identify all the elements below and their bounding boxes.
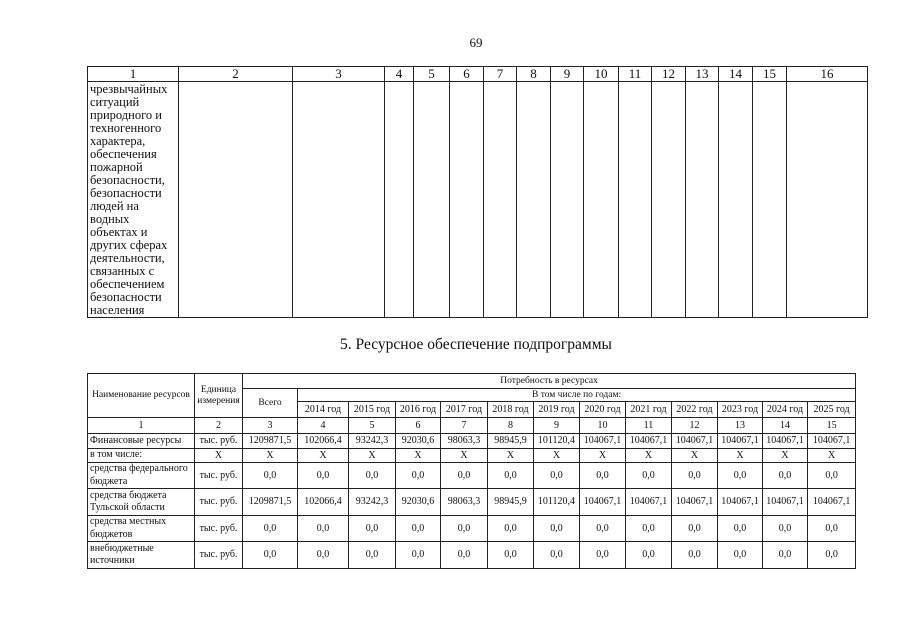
column-number-cell: 16 bbox=[787, 67, 868, 82]
year-value-cell: X bbox=[534, 449, 580, 463]
year-header-cell: 2015 год bbox=[349, 402, 396, 418]
year-value-cell: 0,0 bbox=[672, 463, 718, 489]
total-cell: X bbox=[243, 449, 298, 463]
column-number-cell: 7 bbox=[484, 67, 517, 82]
column-number-cell: 14 bbox=[719, 67, 753, 82]
column-number-cell: 9 bbox=[534, 418, 580, 434]
year-value-cell: 98063,3 bbox=[441, 489, 488, 516]
table-row bbox=[88, 463, 856, 489]
total-cell: 1209871,5 bbox=[243, 434, 298, 449]
table-row bbox=[88, 542, 856, 569]
year-value-cell: 0,0 bbox=[534, 542, 580, 569]
resource-name-cell: внебюджетные источники bbox=[88, 542, 195, 569]
column-number-cell: 11 bbox=[626, 418, 672, 434]
column-number-cell: 12 bbox=[672, 418, 718, 434]
year-value-cell: 104067,1 bbox=[808, 434, 856, 449]
empty-cell bbox=[787, 82, 868, 318]
column-number-cell: 8 bbox=[488, 418, 534, 434]
year-value-cell: 0,0 bbox=[396, 463, 441, 489]
year-value-cell: 102066,4 bbox=[298, 489, 349, 516]
year-value-cell: 0,0 bbox=[488, 463, 534, 489]
column-number-cell: 3 bbox=[243, 418, 298, 434]
table-row bbox=[88, 489, 856, 516]
resource-name-cell: Финансовые ресурсы bbox=[88, 434, 195, 449]
empty-cell bbox=[385, 82, 414, 318]
empty-cell bbox=[619, 82, 652, 318]
year-value-cell: 0,0 bbox=[441, 516, 488, 542]
empty-cell bbox=[179, 82, 293, 318]
empty-cell bbox=[517, 82, 551, 318]
year-value-cell: 0,0 bbox=[626, 516, 672, 542]
year-value-cell: 102066,4 bbox=[298, 434, 349, 449]
empty-cell bbox=[753, 82, 787, 318]
column-number-cell: 13 bbox=[718, 418, 763, 434]
column-number-cell: 15 bbox=[753, 67, 787, 82]
year-value-cell: 0,0 bbox=[626, 542, 672, 569]
year-value-cell: 104067,1 bbox=[763, 489, 808, 516]
year-value-cell: 101120,4 bbox=[534, 489, 580, 516]
year-value-cell: 0,0 bbox=[580, 463, 626, 489]
unit-cell: тыс. руб. bbox=[195, 463, 243, 489]
year-value-cell: 0,0 bbox=[808, 542, 856, 569]
year-value-cell: 0,0 bbox=[808, 516, 856, 542]
empty-cell bbox=[484, 82, 517, 318]
resource-name-header: Наименование ресурсов bbox=[88, 374, 195, 418]
column-number-cell: 9 bbox=[551, 67, 584, 82]
year-value-cell: X bbox=[763, 449, 808, 463]
year-header-cell: 2022 год bbox=[672, 402, 718, 418]
year-value-cell: 101120,4 bbox=[534, 434, 580, 449]
year-header-cell: 2025 год bbox=[808, 402, 856, 418]
year-value-cell: 92030,6 bbox=[396, 434, 441, 449]
unit-cell: тыс. руб. bbox=[195, 489, 243, 516]
year-value-cell: X bbox=[488, 449, 534, 463]
table-row bbox=[88, 434, 856, 449]
column-number-cell: 12 bbox=[652, 67, 686, 82]
row-description-cell: чрезвычайных ситуаций природного и техногенного характера, обеспечения пожарной безопасности, безопасности людей на водных объектах и других сферах деятельности, связанных с обеспечением безопасности населения bbox=[88, 82, 179, 318]
column-number-cell: 11 bbox=[619, 67, 652, 82]
year-value-cell: X bbox=[718, 449, 763, 463]
total-cell: 0,0 bbox=[243, 516, 298, 542]
year-header-cell: 2023 год bbox=[718, 402, 763, 418]
year-header-cell: 2018 год bbox=[488, 402, 534, 418]
year-value-cell: 0,0 bbox=[718, 516, 763, 542]
column-number-cell: 1 bbox=[88, 418, 195, 434]
year-header-cell: 2020 год bbox=[580, 402, 626, 418]
year-value-cell: 98063,3 bbox=[441, 434, 488, 449]
resource-name-cell: в том числе: bbox=[88, 449, 195, 463]
year-value-cell: 0,0 bbox=[763, 463, 808, 489]
column-number-cell: 3 bbox=[293, 67, 385, 82]
year-value-cell: 92030,6 bbox=[396, 489, 441, 516]
unit-cell: тыс. руб. bbox=[195, 516, 243, 542]
year-value-cell: X bbox=[672, 449, 718, 463]
page-number: 69 bbox=[469, 35, 483, 50]
year-header-cell: 2017 год bbox=[441, 402, 488, 418]
year-value-cell: X bbox=[396, 449, 441, 463]
year-value-cell: 0,0 bbox=[441, 463, 488, 489]
resource-name-cell: средства федерального бюджета bbox=[88, 463, 195, 489]
year-value-cell: 104067,1 bbox=[672, 434, 718, 449]
column-number-cell: 5 bbox=[349, 418, 396, 434]
year-value-cell: 0,0 bbox=[298, 542, 349, 569]
year-value-cell: 93242,3 bbox=[349, 434, 396, 449]
year-value-cell: 0,0 bbox=[349, 516, 396, 542]
year-value-cell: 0,0 bbox=[349, 463, 396, 489]
year-value-cell: 104067,1 bbox=[808, 489, 856, 516]
year-value-cell: 104067,1 bbox=[763, 434, 808, 449]
year-value-cell: 0,0 bbox=[763, 516, 808, 542]
table-row bbox=[88, 449, 856, 463]
year-value-cell: 104067,1 bbox=[672, 489, 718, 516]
year-value-cell: 0,0 bbox=[488, 542, 534, 569]
unit-cell: тыс. руб. bbox=[195, 434, 243, 449]
year-value-cell: 0,0 bbox=[626, 463, 672, 489]
resource-name-cell: средства бюджета Тульской области bbox=[88, 489, 195, 516]
column-number-cell: 6 bbox=[450, 67, 484, 82]
year-header-cell: 2014 год bbox=[298, 402, 349, 418]
year-value-cell: 0,0 bbox=[718, 542, 763, 569]
empty-cell bbox=[686, 82, 719, 318]
year-value-cell: 0,0 bbox=[580, 542, 626, 569]
empty-cell bbox=[584, 82, 619, 318]
year-value-cell: 104067,1 bbox=[718, 434, 763, 449]
total-cell: 0,0 bbox=[243, 463, 298, 489]
year-value-cell: 104067,1 bbox=[718, 489, 763, 516]
column-number-cell: 10 bbox=[584, 67, 619, 82]
year-value-cell: X bbox=[441, 449, 488, 463]
year-value-cell: 0,0 bbox=[298, 463, 349, 489]
year-value-cell: 0,0 bbox=[298, 516, 349, 542]
unit-cell: X bbox=[195, 449, 243, 463]
column-number-cell: 15 bbox=[808, 418, 856, 434]
year-header-cell: 2016 год bbox=[396, 402, 441, 418]
empty-cell bbox=[551, 82, 584, 318]
table-row bbox=[88, 82, 868, 318]
year-value-cell: 0,0 bbox=[396, 542, 441, 569]
column-number-cell: 4 bbox=[385, 67, 414, 82]
column-number-cell: 13 bbox=[686, 67, 719, 82]
column-number-row bbox=[88, 418, 856, 434]
year-value-cell: X bbox=[626, 449, 672, 463]
year-value-cell: 104067,1 bbox=[580, 434, 626, 449]
column-number-cell: 14 bbox=[763, 418, 808, 434]
resources-table bbox=[87, 373, 856, 569]
column-number-cell: 4 bbox=[298, 418, 349, 434]
year-value-cell: 0,0 bbox=[396, 516, 441, 542]
empty-cell bbox=[293, 82, 385, 318]
unit-cell: тыс. руб. bbox=[195, 542, 243, 569]
column-number-cell: 5 bbox=[414, 67, 450, 82]
year-value-cell: 0,0 bbox=[672, 516, 718, 542]
resource-need-header: Потребность в ресурсах bbox=[243, 374, 856, 389]
year-header-cell: 2024 год bbox=[763, 402, 808, 418]
year-value-cell: 0,0 bbox=[349, 542, 396, 569]
year-value-cell: 0,0 bbox=[763, 542, 808, 569]
year-value-cell: X bbox=[808, 449, 856, 463]
year-value-cell: 0,0 bbox=[534, 463, 580, 489]
year-value-cell: 104067,1 bbox=[626, 434, 672, 449]
column-number-cell: 10 bbox=[580, 418, 626, 434]
year-value-cell: X bbox=[580, 449, 626, 463]
column-number-cell: 7 bbox=[441, 418, 488, 434]
column-number-cell: 8 bbox=[517, 67, 551, 82]
total-cell: 0,0 bbox=[243, 542, 298, 569]
year-value-cell: 104067,1 bbox=[626, 489, 672, 516]
empty-cell bbox=[414, 82, 450, 318]
by-years-header: В том числе по годам: bbox=[298, 389, 856, 402]
table-row bbox=[88, 516, 856, 542]
header-row bbox=[88, 374, 856, 389]
year-header-cell: 2019 год bbox=[534, 402, 580, 418]
year-value-cell: 0,0 bbox=[441, 542, 488, 569]
year-value-cell: 0,0 bbox=[808, 463, 856, 489]
year-value-cell: 0,0 bbox=[672, 542, 718, 569]
year-value-cell: 98945,9 bbox=[488, 434, 534, 449]
year-value-cell: 0,0 bbox=[580, 516, 626, 542]
year-header-cell: 2021 год bbox=[626, 402, 672, 418]
column-number-cell: 6 bbox=[396, 418, 441, 434]
section-title: 5. Ресурсное обеспечение подпрограммы bbox=[340, 336, 612, 353]
column-number-cell: 1 bbox=[88, 67, 179, 82]
column-number-row bbox=[88, 67, 868, 82]
empty-cell bbox=[652, 82, 686, 318]
year-value-cell: 98945,9 bbox=[488, 489, 534, 516]
year-value-cell: X bbox=[349, 449, 396, 463]
empty-cell bbox=[719, 82, 753, 318]
year-value-cell: 0,0 bbox=[718, 463, 763, 489]
total-header: Всего bbox=[243, 389, 298, 418]
unit-header: Единица измерения bbox=[195, 374, 243, 418]
continuation-table bbox=[87, 66, 868, 318]
year-value-cell: 104067,1 bbox=[580, 489, 626, 516]
column-number-cell: 2 bbox=[195, 418, 243, 434]
empty-cell bbox=[450, 82, 484, 318]
year-value-cell: 0,0 bbox=[488, 516, 534, 542]
total-cell: 1209871,5 bbox=[243, 489, 298, 516]
column-number-cell: 2 bbox=[179, 67, 293, 82]
year-value-cell: 93242,3 bbox=[349, 489, 396, 516]
resource-name-cell: средства местных бюджетов bbox=[88, 516, 195, 542]
year-value-cell: 0,0 bbox=[534, 516, 580, 542]
year-value-cell: X bbox=[298, 449, 349, 463]
resources-table-body bbox=[88, 434, 856, 569]
